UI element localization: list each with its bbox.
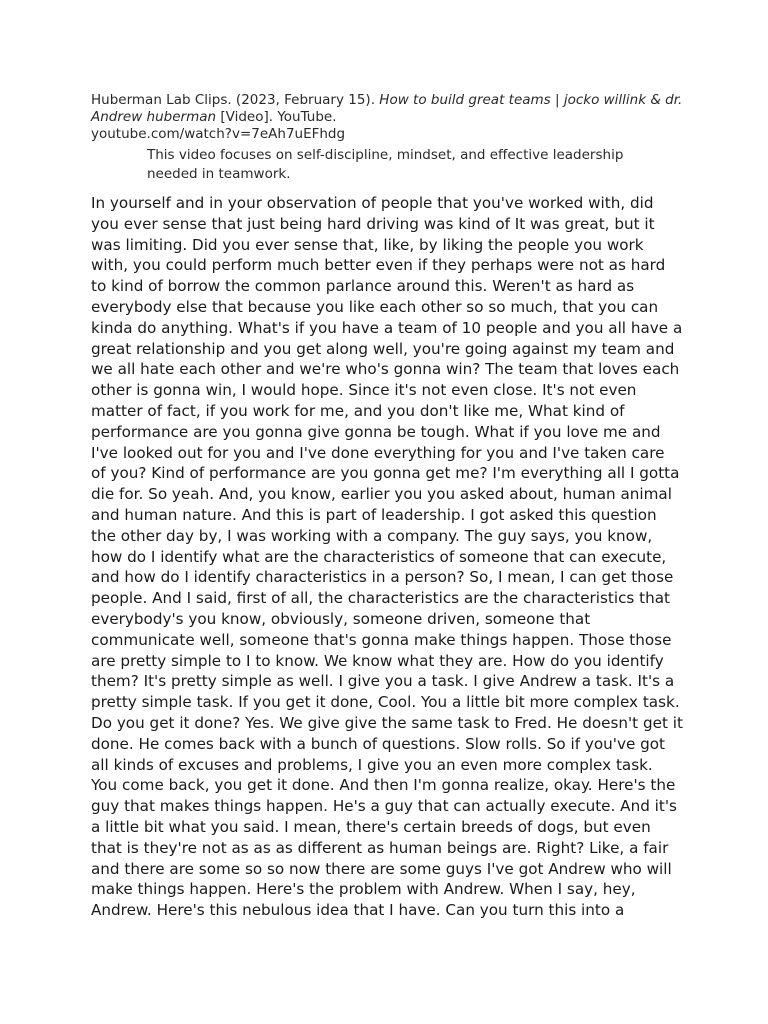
document-page [91, 92, 691, 921]
reference-citation [91, 92, 691, 143]
annotation-summary: This video focuses on self-discipline, mindset, and effective leadership needed in teamwork. [147, 147, 624, 182]
citation-publisher: [Video]. YouTube. [220, 109, 337, 125]
citation-url: youtube.com/watch?v=7eAh7uEFhdg [91, 126, 346, 142]
citation-title: How to build great teams | jocko willink & dr. Andrew huberman [91, 92, 683, 125]
transcript-body: In yourself and in your observation of people that you've worked with, did you ever sense that just being hard driving was kind of It was great, but it was limiting. Did you ever sense that, like, by liking the people you work with, you could perform much better even if they perhaps were not as hard to kind of borrow the common parlance around this. Weren't as hard as everybody else that because you like each other so so much, that you can kinda do anything. What's if you have a team of 10 people and you all have a great relationship and you get along well, you're going against my team and we all hate each other and we're who's gonna win? The team that loves each other is gonna win, I would hope. Since it's not even close. It's not even matter of fact, if you work for me, and you don't like me, What kind of performance are you gonna give gonna be tough. What if you love me and I've looked out for you and I've done everything for you and I've taken care of you? Kind of performance are you gonna get me? I'm everything all I gotta die for. So yeah. And, you know, earlier you you asked about, human animal and human nature. And this is part of leadership. I got asked this question the other day by, I was working with a company. The guy says, you know, how do I identify what are the characteristics of someone that can execute, and how do I identify characteristics in a person? So, I mean, I can get those people. And I said, first of all, the characteristics are the characteristics that everybody's you know, obviously, someone driven, someone that communicate well, someone that's gonna make things happen. Those those are pretty simple to I to know. We know what they are. How do you identify them? It's pretty simple as well. I give you a task. I give Andrew a task. It's a pretty simple task. If you get it done, Cool. You a little bit more complex task. Do you get it done? Yes. We give give the same task to Fred. He doesn't get it done. He comes back with a bunch of questions. Slow rolls. So if you've got all kinds of excuses and problems, I give you an even more complex task. You come back, you get it done. And then I'm gonna realize, okay. Here's the guy that makes things happen. He's a guy that can actually execute. And it's a little bit what you said. I mean, there's certain breeds of dogs, but even that is they're not as as as different as human beings are. Right? Like, a fair and there are some so so now there are some guys I've got Andrew who will make things happen. Here's the problem with Andrew. When I say, hey, Andrew. Here's this nebulous idea that I have. Can you turn this into a [91, 194, 683, 920]
citation-author-date: Huberman Lab Clips. (2023, February 15). [91, 92, 375, 108]
